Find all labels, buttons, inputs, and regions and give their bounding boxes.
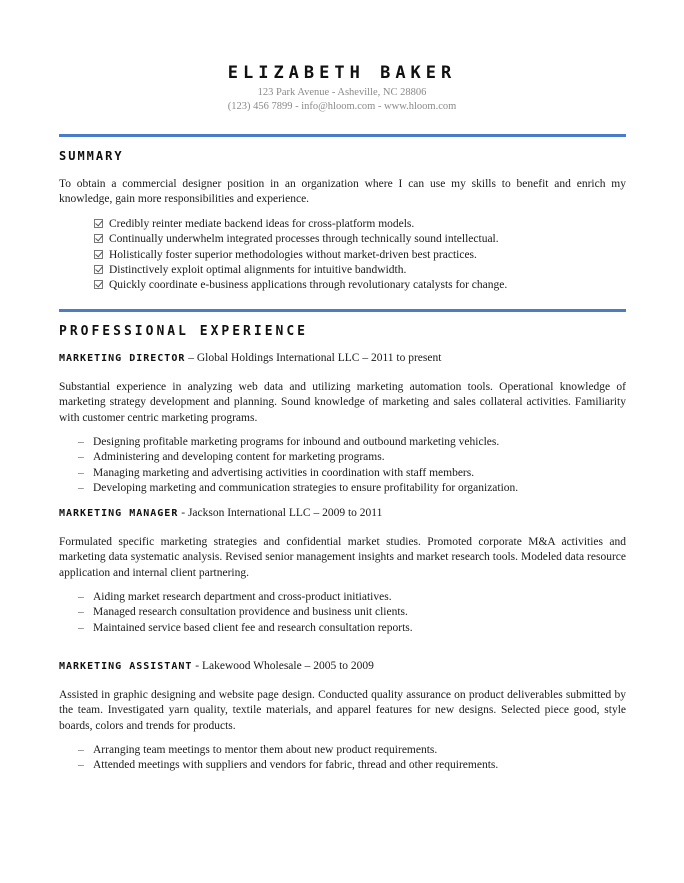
list-item: – Developing marketing and communication strategies to ensure profitability for organization. <box>78 481 626 496</box>
applicant-name: ELIZABETH BAKER <box>227 63 457 83</box>
job-details: - Lakewood Wholesale – 2005 to 2009 <box>192 660 374 672</box>
job-title-line <box>59 352 441 364</box>
job-description: Substantial experience in analyzing web data and utilizing marketing automation tools. Operational knowledge of marketing strategy development and planning. Sound knowledge of marketing and sales collateral activities. Familiarity with customer centric marketing programs. <box>59 381 626 424</box>
section-divider <box>59 309 626 312</box>
list-item: – Arranging team meetings to mentor them about new product requirements. <box>78 743 626 758</box>
list-item: Holistically foster superior methodologies without market-driven best practices. <box>94 248 642 263</box>
job-bullets <box>78 743 626 774</box>
dash-bullet: – <box>78 759 84 772</box>
job-details: – Global Holdings International LLC – 2011 to present <box>185 352 442 364</box>
address-line: 123 Park Avenue - Asheville, NC 28806 <box>257 87 427 98</box>
dash-bullet: – <box>78 744 84 756</box>
contact-line: (123) 456 7899 - info@hloom.com - www.hloom.com <box>227 101 457 112</box>
dash-bullet: – <box>78 466 84 479</box>
list-item: Quickly coordinate e-business applications through revolutionary catalysts for change. <box>94 278 642 293</box>
dash-bullet: – <box>78 436 84 448</box>
job-bullets <box>78 590 626 636</box>
checkbox-icon <box>94 248 106 263</box>
list-item: – Managing marketing and advertising activities in coordination with staff members. <box>78 466 626 481</box>
summary-intro: To obtain a commercial designer position in an organization where I can use my skills to benefit and enrich my knowledge, gain more responsibilities and experience. <box>59 178 626 206</box>
dash-bullet: – <box>78 591 84 603</box>
dash-bullet: – <box>78 481 84 494</box>
list-item: Credibly reinter mediate backend ideas for cross-platform models. <box>94 217 642 232</box>
job-description: Formulated specific marketing strategies and confidential market studies. Promoted corporate M&A activities and marketing data systematic analysis. Revised senior management insights and market research tools. Modeled data resource application and internal client partnering. <box>59 536 626 579</box>
list-item: Distinctively exploit optimal alignments for intuitive bandwidth. <box>94 263 642 278</box>
list-item: – Administering and developing content for marketing programs. <box>78 450 626 465</box>
list-item: Continually underwhelm integrated processes through technically sound intellectual. <box>94 232 642 247</box>
dash-bullet: – <box>78 451 84 464</box>
job-title-line <box>59 660 374 672</box>
list-item: – Maintained service based client fee and research consultation reports. <box>78 621 626 636</box>
checkbox-icon <box>94 232 106 247</box>
section-divider <box>59 134 626 137</box>
job-title-line <box>59 507 382 519</box>
list-item: – Attended meetings with suppliers and vendors for fabric, thread and other requirements. <box>78 758 626 773</box>
job-title: MARKETING MANAGER <box>59 508 179 519</box>
dash-bullet: – <box>78 606 84 619</box>
checkbox-icon <box>94 263 106 278</box>
job-description: Assisted in graphic designing and website page design. Conducted quality assurance on product deliverables submitted by the team. Investigated yarn quality, textile materials, and apparel features for new designs. Selected piece good, style boards, colors and trends for products. <box>59 689 626 732</box>
job-title: MARKETING DIRECTOR <box>59 353 186 364</box>
list-item: – Aiding market research department and cross-product initiatives. <box>78 590 626 605</box>
checkbox-icon <box>94 217 106 232</box>
checkbox-icon <box>94 278 106 293</box>
dash-bullet: – <box>78 621 84 634</box>
job-bullets <box>78 435 626 496</box>
experience-heading: PROFESSIONAL EXPERIENCE <box>59 324 309 339</box>
summary-bullets <box>94 217 642 293</box>
summary-heading: SUMMARY <box>59 149 124 163</box>
list-item: – Designing profitable marketing programs for inbound and outbound marketing vehicles. <box>78 435 626 450</box>
list-item: – Managed research consultation providence and business unit clients. <box>78 605 626 620</box>
job-title: MARKETING ASSISTANT <box>59 661 193 672</box>
job-details: - Jackson International LLC – 2009 to 2011 <box>178 507 383 519</box>
